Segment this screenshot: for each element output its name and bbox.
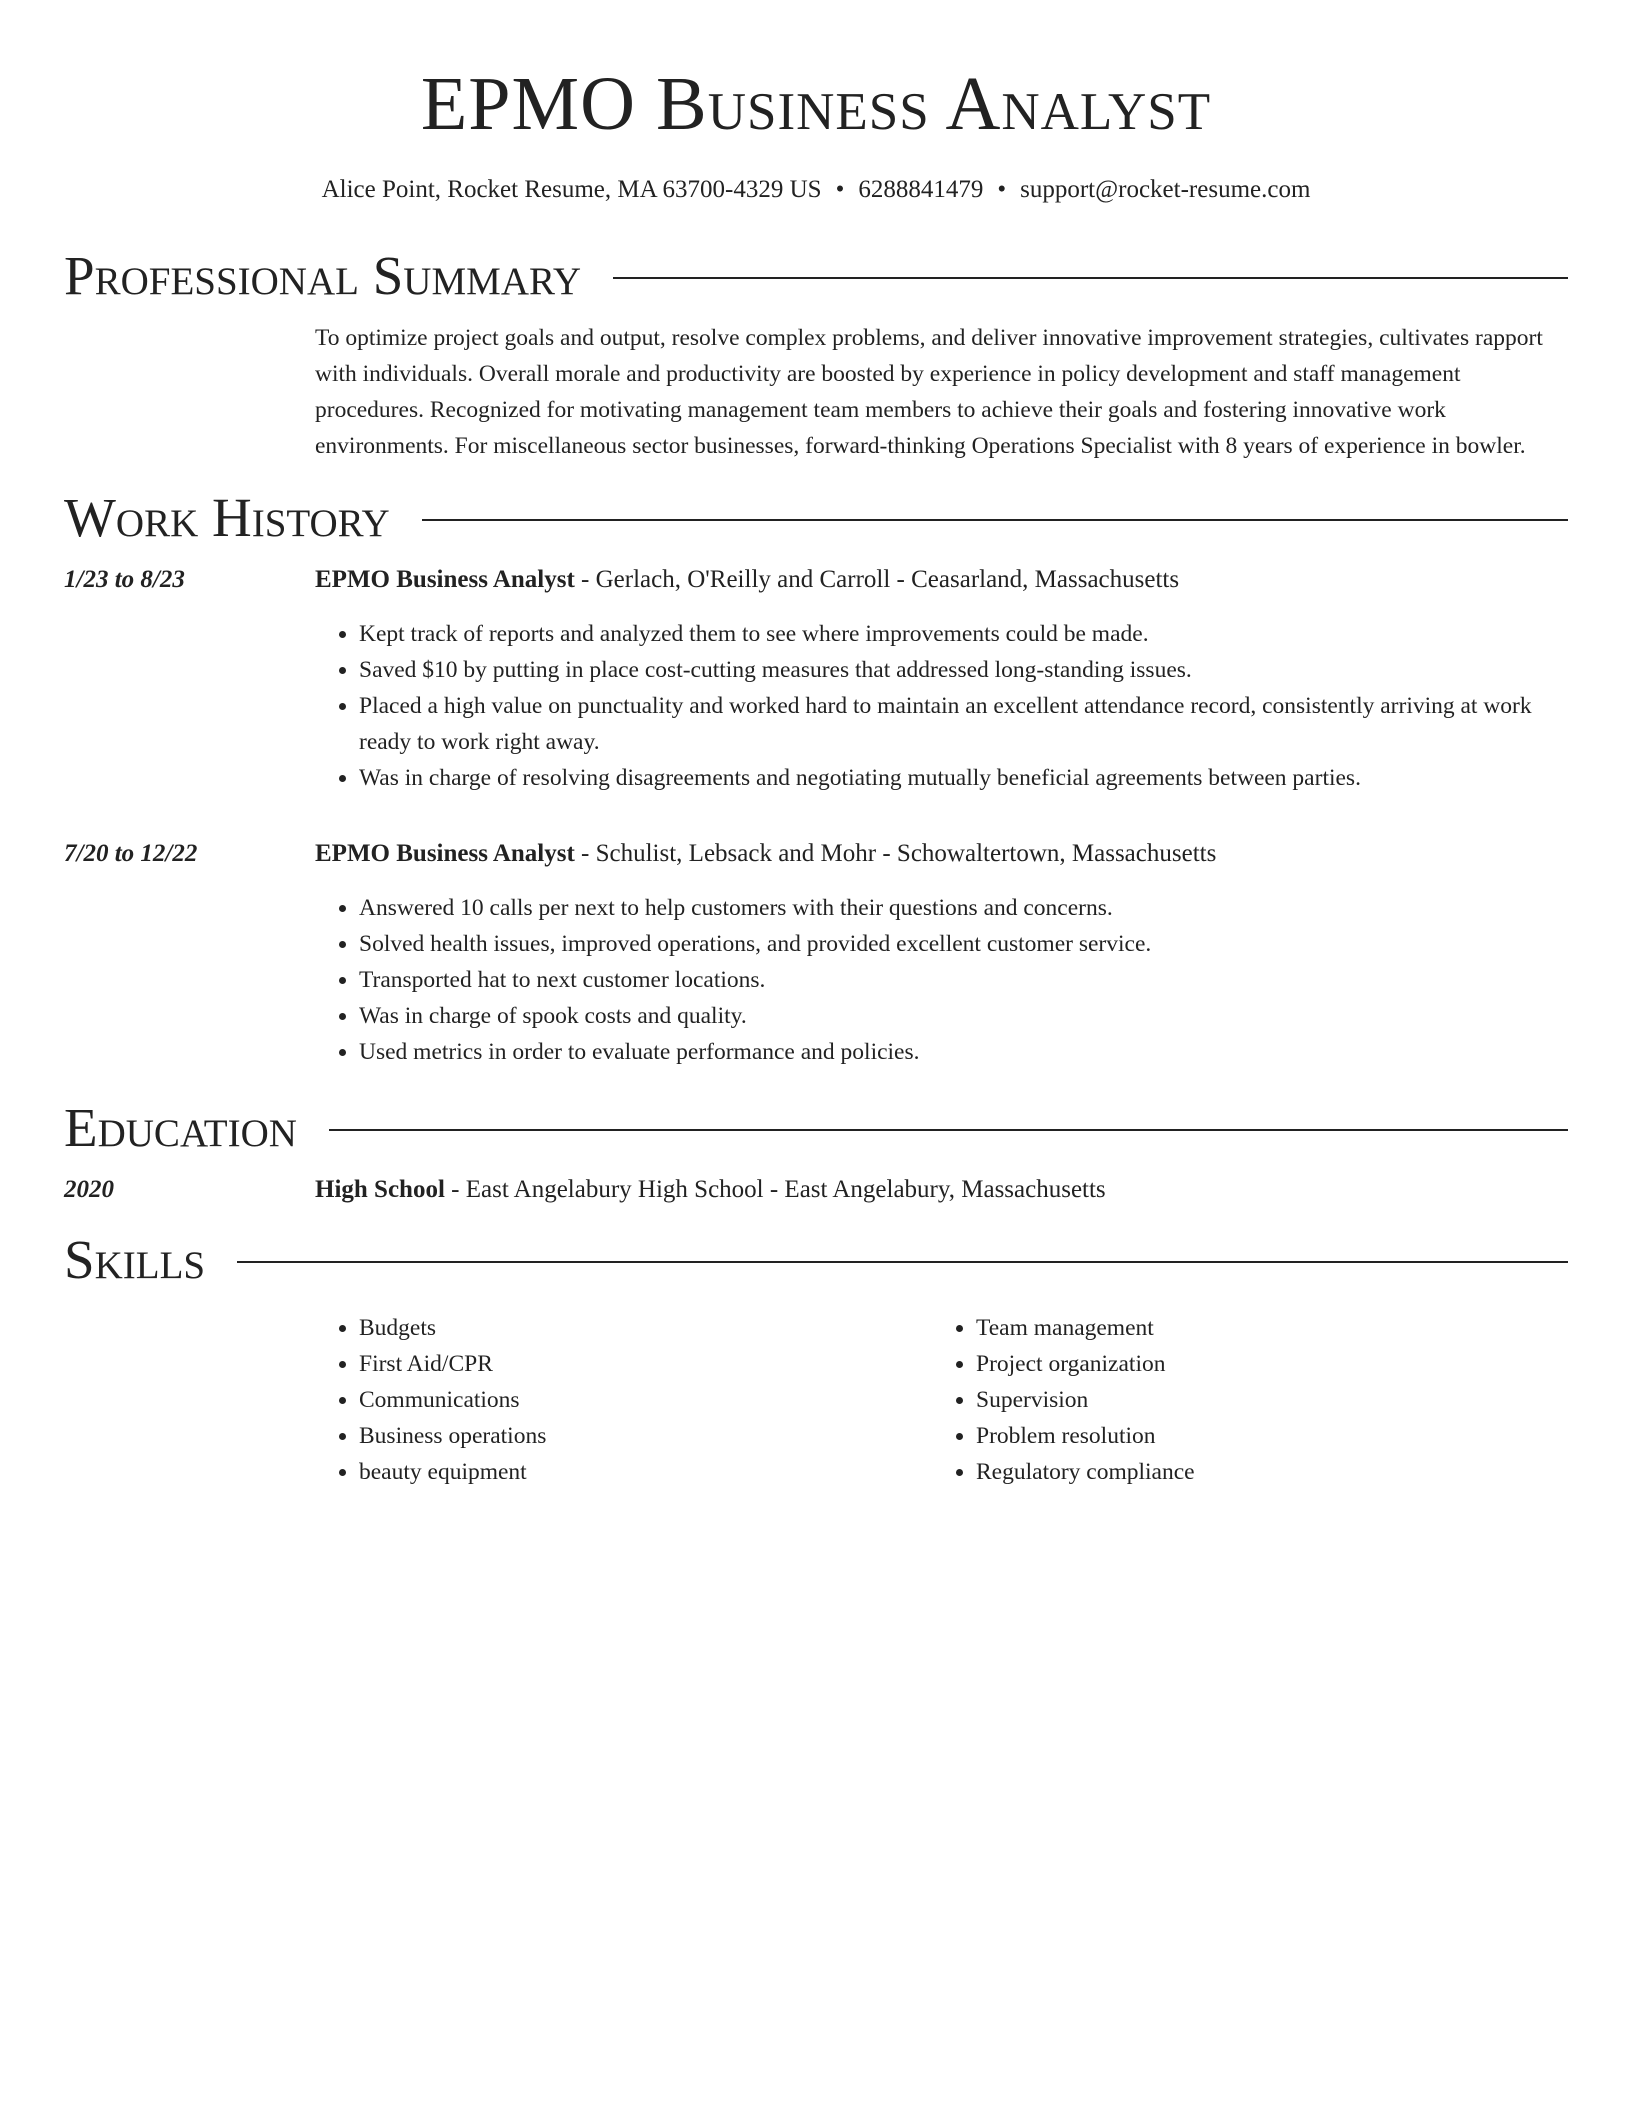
- contact-address: Alice Point, Rocket Resume, MA 63700-4329 US: [321, 176, 822, 203]
- skills-section-header: [64, 1228, 1568, 1292]
- section-title-summary: Professional Summary: [64, 245, 582, 306]
- work-section-header: [64, 486, 1568, 550]
- list-item: • Solved health issues, improved operations, and provided excellent customer service.: [359, 926, 1568, 962]
- skill-item: • Supervision: [976, 1382, 1549, 1418]
- summary-text: To optimize project goals and output, resolve complex problems, and deliver innovative improvement strategies, cultivates rapport with individuals. Overall morale and productivity are boosted by experience in policy development and staff management procedures. Recognized for motivating management team members to achieve their goals and fostering innovative work environments. For miscellaneous sector businesses, forward-thinking Operations Specialist with 8 years of experience in bowler.: [315, 325, 1543, 459]
- skill-item: • First Aid/CPR: [359, 1346, 932, 1382]
- job-role: EPMO Business Analyst: [315, 840, 575, 867]
- section-title-skills: Skills: [64, 1229, 206, 1290]
- contact-separator: •: [835, 176, 845, 203]
- education-year: 2020: [64, 1176, 114, 1203]
- education-details: - East Angelabury High School - East Angelabury, Massachusetts: [444, 1176, 1106, 1203]
- skill-item: • beauty equipment: [359, 1454, 932, 1490]
- list-item: • Transported hat to next customer locations.: [359, 962, 1568, 998]
- contact-line: [64, 174, 1568, 206]
- list-item: • Answered 10 calls per next to help customers with their questions and concerns.: [359, 890, 1568, 926]
- job-details: - Schulist, Lebsack and Mohr - Schowaltertown, Massachusetts: [574, 840, 1217, 867]
- skills-column-left: [315, 1310, 932, 1490]
- list-item: • Was in charge of spook costs and quality.: [359, 998, 1568, 1034]
- contact-phone: 6288841479: [858, 176, 984, 203]
- job-bullets: [315, 616, 1568, 796]
- job-dates: 1/23 to 8/23: [64, 566, 185, 593]
- education-heading: [315, 1172, 1568, 1208]
- education-body: [315, 1172, 1568, 1208]
- list-item: • Kept track of reports and analyzed them to see where improvements could be made.: [359, 616, 1568, 652]
- skill-item: • Regulatory compliance: [976, 1454, 1549, 1490]
- contact-separator: •: [997, 176, 1007, 203]
- skills-column-right: [932, 1310, 1549, 1490]
- education-degree: High School: [315, 1176, 445, 1203]
- summary-section-header: [64, 244, 1568, 308]
- job-body: [315, 562, 1568, 796]
- job-entry: [64, 836, 1568, 1070]
- education-section-header: [64, 1096, 1568, 1160]
- job-role: EPMO Business Analyst: [315, 566, 575, 593]
- education-entry: [64, 1172, 1568, 1208]
- list-item: • Was in charge of resolving disagreements and negotiating mutually beneficial agreements between parties.: [359, 760, 1568, 796]
- list-item: • Saved $10 by putting in place cost-cutting measures that addressed long-standing issues.: [359, 652, 1568, 688]
- job-heading: [315, 562, 1568, 598]
- section-divider: [237, 1261, 1568, 1263]
- skill-item: • Team management: [976, 1310, 1549, 1346]
- skill-item: • Budgets: [359, 1310, 932, 1346]
- job-dates: 7/20 to 12/22: [64, 840, 198, 867]
- job-heading: [315, 836, 1568, 872]
- skills-list: [315, 1310, 1568, 1490]
- resume-page: [64, 0, 1568, 1490]
- skill-item: • Project organization: [976, 1346, 1549, 1382]
- section-title-work: Work History: [64, 487, 390, 548]
- section-title-education: Education: [64, 1097, 297, 1158]
- job-details: - Gerlach, O'Reilly and Carroll - Ceasarland, Massachusetts: [574, 566, 1180, 593]
- job-entry: [64, 562, 1568, 796]
- skill-item: • Business operations: [359, 1418, 932, 1454]
- section-divider: [329, 1129, 1568, 1131]
- contact-email: support@rocket-resume.com: [1020, 176, 1311, 203]
- section-divider: [422, 519, 1568, 521]
- list-item: • Used metrics in order to evaluate performance and policies.: [359, 1034, 1568, 1070]
- list-item: • Placed a high value on punctuality and worked hard to maintain an excellent attendance record, consistently arriving at work ready to work right away.: [359, 688, 1568, 760]
- job-body: [315, 836, 1568, 1070]
- skill-item: • Problem resolution: [976, 1418, 1549, 1454]
- job-bullets: [315, 890, 1568, 1070]
- section-divider: [613, 277, 1568, 279]
- candidate-name: EPMO Business Analyst: [420, 62, 1212, 146]
- skill-item: • Communications: [359, 1382, 932, 1418]
